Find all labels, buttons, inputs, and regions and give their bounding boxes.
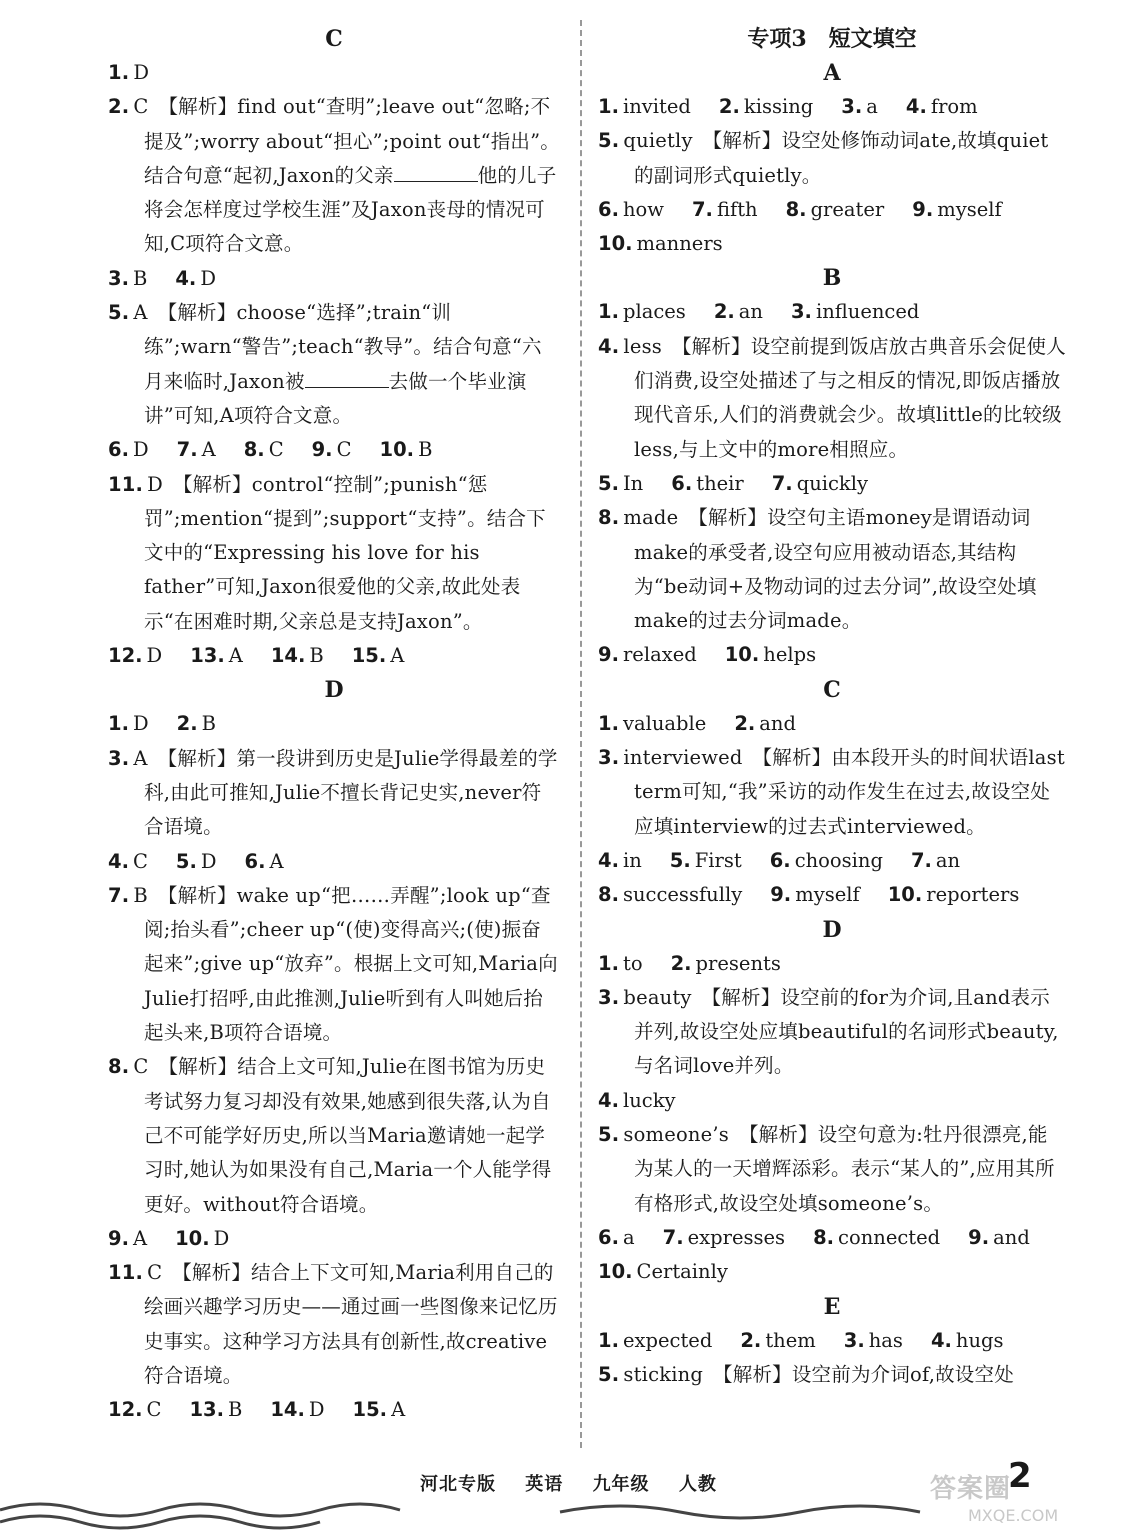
- answer-value: their: [696, 471, 744, 495]
- question-number: 7.: [176, 438, 198, 462]
- answer-explanation: [108, 879, 560, 1050]
- answer-pair: [175, 267, 216, 290]
- answer-value: D: [200, 266, 216, 290]
- question-number: 6.: [671, 471, 693, 495]
- question-number: 12.: [108, 644, 143, 668]
- answer-value: hugs: [955, 1328, 1004, 1352]
- answer-row: [108, 639, 560, 673]
- answer-value: to: [622, 951, 643, 975]
- section-heading: B: [822, 265, 842, 292]
- column-divider: [580, 20, 582, 1448]
- question-number: 1.: [598, 95, 619, 118]
- answer-explanation: [108, 56, 560, 90]
- answer-value: has: [868, 1328, 903, 1352]
- answer-pair: [841, 95, 878, 118]
- explanation-text: 【解析】设空前的for为介词,且and表示并列,故设空处应填beautiful的名词形式beauty,与名词love并列。: [634, 985, 1059, 1078]
- page-number: 2: [1008, 1456, 1032, 1496]
- section-heading: C: [823, 676, 841, 703]
- question-number: 3.: [108, 266, 129, 290]
- answer-explanation: [108, 1256, 560, 1393]
- answer-row: [598, 707, 1066, 741]
- question-number: 6.: [244, 849, 266, 873]
- answer-explanation: [598, 981, 1066, 1084]
- explanation-text: 【解析】设空前为介词of,故设空处: [713, 1362, 1014, 1386]
- answer-value: made: [623, 506, 679, 530]
- answer-pair: [968, 1226, 1030, 1249]
- answer-value: A: [133, 746, 148, 770]
- answer-value: sticking: [623, 1362, 704, 1386]
- question-number: 1.: [598, 1328, 619, 1352]
- answer-pair: [692, 198, 758, 221]
- answer-pair: [108, 438, 149, 461]
- answer-value: lucky: [622, 1088, 676, 1112]
- answer-value: a: [866, 95, 878, 118]
- answer-pair: [772, 472, 868, 495]
- question-number: 9.: [968, 1225, 990, 1249]
- section-heading: E: [823, 1293, 841, 1320]
- question-number: 9.: [912, 197, 934, 221]
- answer-value: less: [623, 334, 662, 358]
- fill-blank-line: [394, 163, 478, 182]
- explanation-text-continued: 他的儿子将会怎样度过学校生涯”及Jaxon丧母的情况可知,C项符合文意。: [144, 163, 557, 256]
- answer-pair: [912, 198, 1002, 221]
- question-number: 4.: [108, 849, 129, 873]
- question-number: 3.: [841, 95, 863, 118]
- answer-value: fifth: [716, 197, 758, 221]
- question-number: 11.: [108, 472, 144, 496]
- answer-pair: [740, 1329, 815, 1352]
- answer-value: Certainly: [636, 1260, 728, 1284]
- answer-value: places: [622, 300, 686, 324]
- answer-row: [598, 1255, 1066, 1289]
- answer-pair: [911, 849, 960, 872]
- question-number: 7.: [108, 883, 130, 907]
- explanation-text: 【解析】第一段讲到历史是Julie学得最差的学科,由此可推知,Julie不擅长背记史实,never符合语境。: [144, 746, 558, 839]
- answer-pair: [719, 95, 813, 118]
- question-number: 15.: [351, 644, 387, 668]
- section-heading: C: [325, 26, 343, 52]
- answer-value: D: [132, 712, 149, 736]
- watermark-url: MXQE.COM: [968, 1506, 1059, 1525]
- question-number: 7.: [691, 197, 713, 221]
- question-number: 11.: [108, 1261, 144, 1285]
- answer-value: A: [133, 301, 148, 325]
- answer-pair: [770, 883, 860, 906]
- question-number: 5.: [108, 301, 130, 325]
- question-number: 12.: [108, 1398, 143, 1422]
- question-number: 2.: [670, 951, 692, 975]
- answer-row: [598, 1221, 1066, 1255]
- answer-pair: [598, 1089, 676, 1112]
- answer-row: [108, 845, 560, 879]
- question-number: 5.: [598, 1362, 620, 1386]
- section-title: 专项3 短文填空: [747, 26, 917, 52]
- section-heading: D: [822, 916, 842, 943]
- question-number: 4.: [598, 848, 619, 872]
- answer-explanation: [598, 330, 1066, 467]
- question-number: 5.: [669, 848, 691, 872]
- answer-value: choosing: [794, 848, 883, 872]
- answer-value: C: [133, 1055, 149, 1079]
- answer-pair: [270, 1398, 324, 1421]
- question-number: 3.: [790, 300, 812, 324]
- answer-pair: [177, 712, 216, 735]
- answer-value: successfully: [622, 883, 743, 907]
- explanation-text: 【解析】由本段开头的时间状语last term可知,“我”采访的动作发生在过去,故设空处应填interview的过去式interviewed。: [634, 746, 1065, 838]
- answer-value: B: [201, 712, 216, 736]
- answer-pair: [598, 952, 643, 975]
- question-number: 9.: [108, 1226, 129, 1250]
- answer-value: D: [146, 644, 163, 668]
- footer-grade: 九年级: [592, 1474, 650, 1495]
- answer-row: [598, 227, 1066, 261]
- answer-pair: [734, 712, 796, 735]
- answer-explanation: [108, 90, 560, 261]
- answer-pair: [598, 712, 706, 735]
- question-number: 8.: [598, 883, 619, 907]
- answer-pair: [108, 267, 147, 290]
- answer-row: [598, 295, 1066, 329]
- question-number: 1.: [598, 300, 619, 324]
- answer-value: from: [930, 95, 978, 118]
- answer-pair: [598, 472, 643, 495]
- answer-pair: [108, 712, 149, 735]
- answer-pair: [598, 1226, 635, 1249]
- answer-value: A: [201, 438, 216, 462]
- question-number: 15.: [352, 1398, 388, 1422]
- question-number: 3.: [843, 1328, 865, 1352]
- question-number: 6.: [769, 848, 791, 872]
- question-number: 3.: [598, 746, 620, 770]
- answer-pair: [725, 643, 816, 666]
- question-number: 3.: [598, 985, 620, 1009]
- answer-row: [598, 1084, 1066, 1118]
- answer-pair: [598, 198, 664, 221]
- question-number: 8.: [785, 197, 807, 221]
- question-number: 4.: [930, 1328, 952, 1352]
- answer-value: connected: [838, 1225, 941, 1249]
- question-number: 7.: [771, 471, 793, 495]
- answer-value: B: [309, 644, 324, 668]
- answer-value: A: [132, 1226, 148, 1250]
- answer-value: greater: [810, 197, 885, 221]
- answer-row: [108, 1393, 560, 1427]
- answer-pair: [353, 1398, 406, 1421]
- question-number: 10.: [598, 232, 633, 256]
- answer-value: valuable: [622, 711, 707, 735]
- answer-explanation: [108, 296, 560, 433]
- answer-pair: [770, 849, 883, 872]
- explanation-text-continued: 去做一个毕业演讲”可知,A项符合文意。: [144, 369, 527, 427]
- answer-value: C: [147, 1261, 163, 1285]
- answer-value: myself: [937, 197, 1002, 221]
- answer-value: D: [133, 61, 150, 84]
- answer-value: B: [133, 883, 148, 907]
- question-number: 4.: [598, 1088, 619, 1112]
- answer-pair: [176, 850, 217, 873]
- answer-value: D: [213, 1226, 230, 1250]
- answer-value: interviewed: [623, 746, 743, 770]
- answer-pair: [931, 1329, 1004, 1352]
- question-number: 10.: [887, 883, 923, 907]
- answer-pair: [598, 643, 697, 666]
- question-number: 10.: [175, 1226, 210, 1250]
- question-number: 13.: [190, 644, 225, 668]
- answer-value: quickly: [796, 471, 868, 495]
- answer-value: and: [759, 711, 796, 735]
- question-number: 2.: [176, 712, 198, 736]
- answer-pair: [598, 1260, 728, 1283]
- explanation-text: 【解析】设空句意为:牡丹很漂亮,能为某人的一天增辉添彩。表示“某人的”,应用其所有格形式,故设空处填someone’s。: [634, 1123, 1055, 1215]
- question-number: 3.: [108, 746, 130, 770]
- answer-row: [108, 707, 560, 741]
- answer-pair: [245, 850, 284, 873]
- question-number: 9.: [770, 883, 792, 907]
- answer-value: C: [336, 438, 352, 462]
- answer-pair: [598, 232, 723, 255]
- answer-value: reporters: [926, 883, 1020, 907]
- answer-value: them: [765, 1328, 816, 1352]
- answer-value: First: [694, 848, 742, 872]
- answer-pair: [598, 1329, 712, 1352]
- question-number: 5.: [598, 129, 620, 153]
- question-number: 10.: [598, 1260, 633, 1284]
- answer-pair: [671, 472, 743, 495]
- question-number: 8.: [243, 438, 265, 462]
- answer-value: presents: [695, 951, 781, 975]
- answer-value: C: [132, 849, 148, 873]
- answer-explanation: [108, 742, 560, 845]
- answer-pair: [108, 850, 148, 873]
- explanation-text: 【解析】设空前提到饭店放古典音乐会促使人们消费,设空处描述了与之相反的情况,即饭店播放现代音乐,人们的消费就会少。故填little的比较级less,与上文中的more相照应。: [634, 334, 1066, 461]
- answer-value: beauty: [623, 985, 692, 1009]
- answer-value: in: [622, 848, 642, 872]
- answer-pair: [598, 95, 691, 118]
- answer-value: D: [200, 849, 217, 873]
- answer-pair: [813, 1226, 940, 1249]
- left-column: [108, 22, 560, 1428]
- question-number: 7.: [910, 848, 932, 872]
- question-number: 8.: [598, 506, 620, 530]
- question-number: 2.: [718, 95, 740, 118]
- answer-pair: [670, 849, 742, 872]
- answer-value: A: [269, 849, 284, 873]
- question-number: 10.: [379, 438, 415, 462]
- question-number: 6.: [598, 1225, 619, 1249]
- answer-value: an: [935, 848, 961, 872]
- answer-row: [108, 262, 560, 296]
- answer-pair: [598, 300, 686, 323]
- answer-row: [598, 638, 1066, 672]
- explanation-text: 【解析】设空处修饰动词ate,故填quiet的副词形式quietly。: [634, 129, 1049, 187]
- question-number: 1.: [598, 711, 619, 735]
- answer-row: [108, 433, 560, 467]
- explanation-text: 【解析】choose“选择”;train“训练”;warn“警告”;teach“教导”。结合句意“六月来临时,Jaxon被: [144, 301, 542, 393]
- explanation-text: 【解析】control“控制”;punish“惩罚”;mention“提到”;support“支持”。结合下文中的“Expressing his love for his father”可知,Jaxon很爱他的父亲,故此处表示“在困难时期,父亲总是支持Jaxon”。: [144, 472, 546, 633]
- answer-pair: [108, 1227, 147, 1250]
- question-number: 2.: [734, 711, 756, 735]
- question-number: 13.: [189, 1398, 225, 1422]
- answer-pair: [380, 438, 433, 461]
- explanation-text: 【解析】find out“查明”;leave out“忽略;不提及”;worry about“担心”;point out“指出”。结合句意“起初,Jaxon的父亲: [144, 95, 561, 187]
- answer-explanation: [598, 501, 1066, 638]
- question-number: 8.: [108, 1055, 130, 1079]
- answer-pair: [352, 644, 405, 667]
- answer-pair: [244, 438, 284, 461]
- answer-value: myself: [795, 883, 860, 907]
- question-number: 1.: [108, 61, 130, 84]
- explanation-text: 【解析】结合上文可知,Julie在图书馆为历史考试努力复习却没有效果,她感到很失落,认为自己不可能学好历史,所以当Maria邀请她一起学习时,她认为如果没有自己,Maria一个人能学得更好。without符合语境。: [144, 1055, 552, 1216]
- question-number: 5.: [598, 471, 619, 495]
- question-number: 8.: [813, 1225, 835, 1249]
- question-number: 10.: [724, 643, 760, 667]
- answer-value: D: [147, 472, 163, 496]
- answer-row: [598, 947, 1066, 981]
- answer-pair: [189, 1398, 242, 1421]
- answer-pair: [671, 952, 781, 975]
- answer-value: influenced: [815, 300, 920, 324]
- answer-row: [598, 1324, 1066, 1358]
- answer-value: quietly: [623, 129, 693, 153]
- section-heading: A: [823, 60, 841, 86]
- question-number: 9.: [598, 643, 619, 667]
- footer-edition: 人教: [678, 1474, 717, 1495]
- question-number: 4.: [175, 266, 197, 290]
- explanation-text: 【解析】设空句主语money是谓语动词make的承受者,设空句应用被动语态,其结构为“be动词+及物动词的过去分词”,故设空处填make的过去分词made。: [634, 506, 1037, 633]
- answer-value: someone’s: [623, 1123, 730, 1147]
- question-number: 9.: [311, 438, 333, 462]
- answer-pair: [791, 300, 919, 323]
- answer-pair: [271, 644, 324, 667]
- answer-pair: [786, 198, 885, 221]
- answer-row: [598, 467, 1066, 501]
- answer-value: helps: [763, 643, 817, 667]
- footer-subject: 英语: [525, 1474, 564, 1495]
- question-number: 1.: [598, 951, 619, 975]
- question-number: 2.: [740, 1328, 762, 1352]
- answer-value: kissing: [743, 95, 814, 118]
- question-number: 6.: [598, 197, 619, 221]
- answer-value: D: [308, 1398, 325, 1422]
- answer-value: C: [133, 95, 149, 119]
- answer-pair: [844, 1329, 903, 1352]
- answer-pair: [108, 644, 162, 667]
- answer-value: expresses: [687, 1225, 786, 1249]
- explanation-text: 【解析】结合上下文可知,Maria利用自己的绘画兴趣学习历史——通过画一些图像来记忆历史事实。这种学习方法具有创新性,故creative符合语境。: [144, 1261, 558, 1387]
- answer-pair: [175, 1227, 229, 1250]
- answer-explanation: [108, 1050, 560, 1221]
- question-number: 5.: [598, 1123, 620, 1147]
- explanation-text: 【解析】wake up“把……弄醒”;look up“查阅;抬头看”;cheer up“(使)变得高兴;(使)振奋起来”;give up“放弃”。根据上文可知,Maria向Julie打招呼,由此推测,Julie听到有人叫她后抬起头来,B项符合语境。: [144, 883, 558, 1045]
- fill-blank-line: [305, 369, 389, 388]
- answer-explanation: [598, 1118, 1066, 1221]
- answer-value: B: [418, 438, 433, 462]
- answer-value: C: [146, 1398, 162, 1422]
- answer-pair: [598, 883, 742, 906]
- right-column: [598, 22, 1066, 1392]
- answer-pair: [108, 1398, 161, 1421]
- question-number: 4.: [905, 95, 927, 118]
- answer-value: relaxed: [622, 643, 697, 667]
- answer-pair: [177, 438, 216, 461]
- question-number: 2.: [108, 95, 130, 119]
- section-heading: D: [324, 677, 344, 704]
- answer-explanation: [598, 1358, 1066, 1392]
- answer-row: [598, 90, 1066, 124]
- answer-value: D: [132, 438, 149, 462]
- answer-row: [598, 878, 1066, 912]
- answer-pair: [190, 644, 243, 667]
- answer-row: [598, 193, 1066, 227]
- answer-value: A: [390, 644, 405, 668]
- answer-value: B: [132, 266, 148, 290]
- question-number: 1.: [108, 712, 129, 736]
- answer-pair: [906, 95, 978, 118]
- answer-pair: [714, 300, 763, 323]
- answer-row: [598, 844, 1066, 878]
- question-number: 5.: [175, 849, 197, 873]
- answer-pair: [312, 438, 352, 461]
- question-number: 4.: [598, 334, 620, 358]
- footer-province: 河北专版: [420, 1474, 496, 1495]
- question-number: 14.: [270, 644, 306, 668]
- answer-row: [108, 1222, 560, 1256]
- answer-value: expected: [622, 1328, 713, 1352]
- question-number: 7.: [662, 1225, 684, 1249]
- watermark-logo: 答案圈: [930, 1474, 1012, 1504]
- answer-pair: [663, 1226, 785, 1249]
- question-number: 2.: [713, 300, 735, 324]
- answer-explanation: [598, 741, 1066, 844]
- answer-value: C: [268, 438, 284, 462]
- answer-explanation: [598, 124, 1066, 193]
- answer-value: B: [228, 1398, 243, 1422]
- question-number: 6.: [108, 438, 129, 462]
- answer-value: In: [622, 471, 644, 495]
- answer-value: and: [993, 1225, 1030, 1249]
- answer-value: invited: [622, 95, 691, 118]
- answer-value: manners: [636, 232, 723, 256]
- answer-value: how: [622, 197, 664, 221]
- answer-value: A: [391, 1398, 406, 1422]
- answer-value: a: [622, 1225, 635, 1249]
- answer-value: A: [228, 644, 243, 668]
- answer-pair: [598, 849, 642, 872]
- answer-value: an: [738, 300, 763, 324]
- answer-explanation: [108, 468, 560, 639]
- answer-pair: [888, 883, 1020, 906]
- question-number: 14.: [270, 1398, 305, 1422]
